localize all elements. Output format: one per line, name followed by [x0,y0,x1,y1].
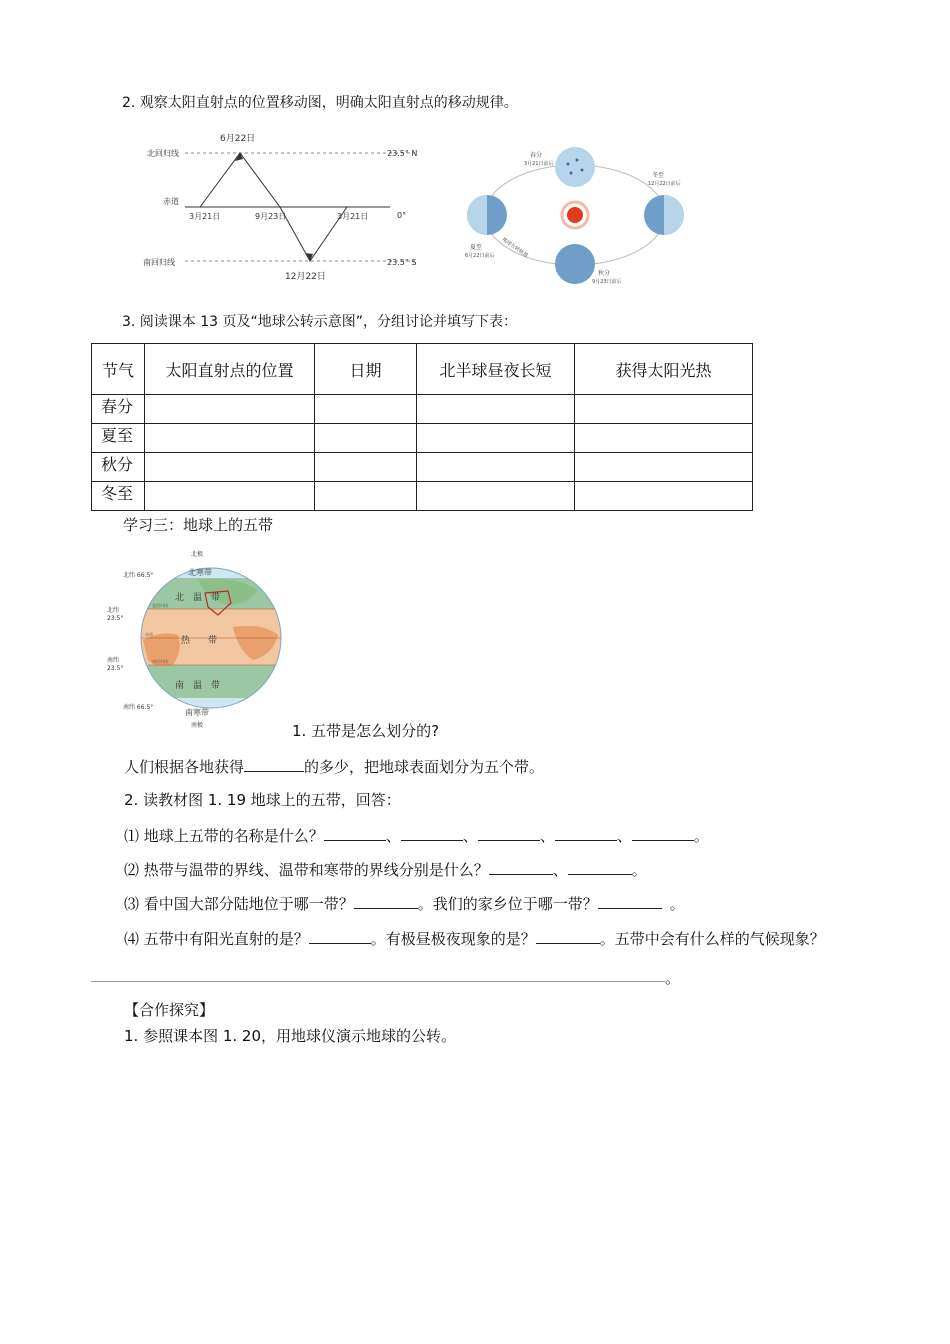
end-mark: 。 [693,827,709,845]
separator: 、 [616,827,632,845]
table-row [92,424,753,453]
date-mar-21-b: 3月21日 [337,212,369,221]
sub-question-2 [124,860,647,880]
table-cell[interactable] [315,482,417,511]
table-cell[interactable] [315,453,417,482]
tropic-north-label: 北回归线 [147,149,179,158]
south-temperate-label: 南 温 带 [175,681,221,691]
summer-label: 夏至 [470,244,483,251]
sub4-text-b: 。有极昼极夜现象的是？ [370,930,536,948]
end-mark: 。 [669,895,685,913]
header-direct-point: 太阳直射点的位置 [145,344,315,395]
blank-field[interactable] [401,826,463,841]
sun [567,207,583,223]
table-cell[interactable] [417,424,575,453]
table-cell[interactable] [145,395,315,424]
lat-23s-label-a: 南纬 [107,657,120,664]
blank-field[interactable] [536,929,600,944]
separator: 、 [539,827,555,845]
spring-label: 春分 [530,152,543,159]
lat-66s-label: 南纬 66.5° [123,704,154,711]
row-label-autumn: 秋分 [92,453,145,482]
spring-date: 3月21日前后 [524,161,554,167]
question-3-title: 3. 阅读课本 13 页及“地球公转示意图”，分组讨论并填写下表： [122,314,518,330]
equator-label: 赤道 [163,197,179,206]
sub3-text-b: 。我们的家乡位于哪一带？ [417,895,598,913]
table-cell[interactable] [575,395,753,424]
lat-66n-label: 北纬 66.5° [123,572,154,579]
date-sep-23: 9月23日 [255,212,287,221]
table-cell[interactable] [145,453,315,482]
earth-spring [555,147,595,187]
sub-question-1 [124,826,709,846]
zone-question-1: 1. 五带是怎么划分的? [292,722,440,740]
winter-date: 12月22日前后 [648,181,681,187]
blank-field[interactable] [598,894,662,909]
zone1-text-b: 的多少，把地球表面划分为五个带。 [304,758,545,776]
coop-question-1: 1. 参照课本图 1. 20，用地球仪演示地球的公转。 [124,1027,457,1045]
tropic-north-small: 北回归线 [152,603,168,608]
sub-question-3 [124,894,685,914]
zone-answer-line [124,757,544,777]
separator: 、 [552,861,568,879]
blank-field[interactable] [489,860,553,875]
blank-field[interactable] [354,894,418,909]
row-label-winter: 冬至 [92,482,145,511]
row-label-summer: 夏至 [92,424,145,453]
blank-field[interactable] [478,826,540,841]
sub2-text: ⑵ 热带与温带的界线、温带和寒带的界线分别是什么？ [124,861,489,879]
solar-terms-table [91,343,753,511]
table-cell[interactable] [315,395,417,424]
table-cell[interactable] [145,482,315,511]
earth-revolution-figure [462,140,692,288]
header-solar-heat: 获得太阳光热 [575,344,753,395]
winter-label: 冬至 [652,172,665,179]
separator: 、 [462,827,478,845]
south-pole-label: 南极 [191,722,204,729]
question-2-title: 2. 观察太阳直射点的位置移动图，明确太阳直射点的移动规律。 [122,95,518,111]
table-row [92,482,753,511]
autumn-date: 9月23日前后 [592,279,622,285]
header-solar-term: 节气 [92,344,145,395]
header-day-night: 北半球昼夜长短 [417,344,575,395]
tropic-south-label: 南回归线 [143,258,175,267]
blank-field[interactable] [568,860,632,875]
table-cell[interactable] [575,453,753,482]
blank-field[interactable] [632,826,694,841]
tropic-south-small: 南回归线 [152,659,168,664]
zone1-text-a: 人们根据各地获得 [124,758,245,776]
table-cell[interactable] [315,424,417,453]
equator-small: 赤道 [145,632,153,637]
table-cell[interactable] [417,453,575,482]
earth-autumn [555,244,595,284]
blank-field[interactable] [309,929,371,944]
row-label-spring: 春分 [92,395,145,424]
summer-date: 6月22日前后 [465,253,495,259]
north-temperate-label: 北 温 带 [175,593,221,603]
table-header-row [92,344,753,395]
table-row [92,453,753,482]
five-zones-globe [103,545,288,730]
end-mark: 。 [665,969,681,987]
lat-23s: 23.5° S [387,258,417,267]
date-mar-21: 3月21日 [189,212,221,221]
table-cell[interactable] [575,482,753,511]
end-mark: 。 [631,861,647,879]
autumn-label: 秋分 [598,270,611,277]
torrid-label: 热 带 [181,636,218,646]
blank-field[interactable] [244,757,304,772]
south-frigid-label: 南寒带 [185,708,209,717]
date-dec-22: 12月22日 [285,272,326,282]
coop-title: 【合作探究】 [124,1001,215,1019]
answer-line[interactable] [91,981,665,982]
table-row [92,395,753,424]
date-jun-22: 6月22日 [220,134,256,144]
table-cell[interactable] [417,482,575,511]
orbit-label: 地球公转轨道 [500,236,529,259]
blank-field[interactable] [555,826,617,841]
direct-point-movement-figure [125,128,425,288]
table-cell[interactable] [575,424,753,453]
lat-0: 0° [397,211,407,220]
lat-23n-label-a: 北纬 [107,607,120,614]
separator: 、 [385,827,401,845]
sub4-text-c: 。五带中会有什么样的气候现象？ [599,930,825,948]
lat-23s-label-b: 23.5° [107,665,124,672]
table-cell[interactable] [417,395,575,424]
sub1-text: ⑴ 地球上五带的名称是什么？ [124,827,324,845]
lat-23n-label-b: 23.5° [107,615,124,622]
table-cell[interactable] [145,424,315,453]
blank-field[interactable] [324,826,386,841]
sub4-text-a: ⑷ 五带中有阳光直射的是？ [124,930,309,948]
zone-question-2: 2. 读教材图 1. 19 地球上的五带，回答： [124,791,401,809]
north-frigid-label: 北寒带 [188,568,212,577]
lat-23n: 23.5° N [387,149,418,158]
section-3-title: 学习三：地球上的五带 [123,516,274,534]
north-pole-label: 北极 [191,551,204,558]
header-date: 日期 [315,344,417,395]
sub3-text-a: ⑶ 看中国大部分陆地位于哪一带？ [124,895,354,913]
sub-question-4 [124,929,825,949]
